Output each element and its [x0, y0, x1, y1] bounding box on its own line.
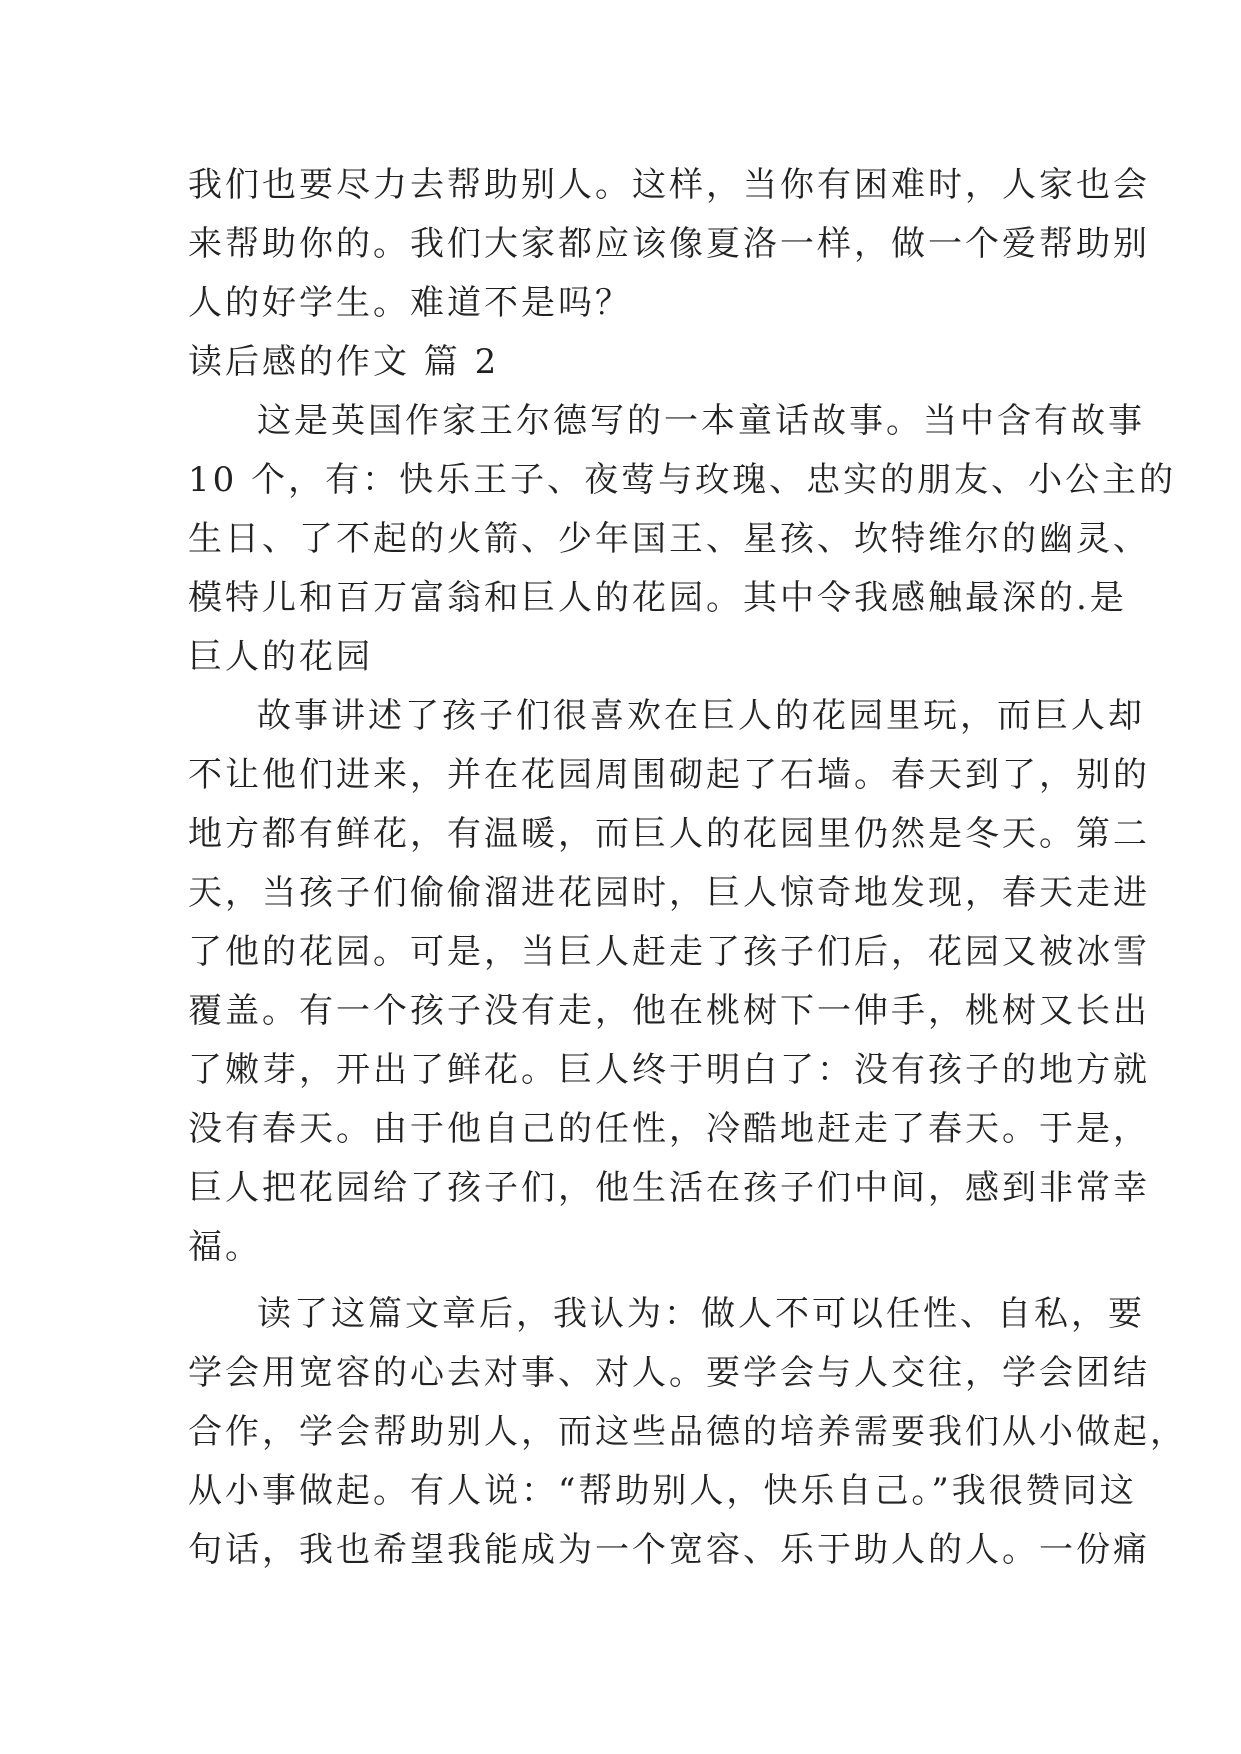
- text-line-13: 天，当孩子们偷偷溜进花园时，巨人惊奇地发现，春天走进: [188, 873, 1150, 913]
- text-line-15: 覆盖。有一个孩子没有走，他在桃树下一伸手，桃树又长出: [188, 991, 1150, 1031]
- text-line-2: 来帮助你的。我们大家都应该像夏洛一样，做一个爱帮助别: [188, 224, 1150, 264]
- text-line-10: 故事讲述了孩子们很喜欢在巨人的花园里玩，而巨人却: [257, 696, 1145, 736]
- text-line-20: 读了这篇文章后，我认为：做人不可以任性、自私，要: [257, 1294, 1145, 1334]
- text-line-7: 生日、了不起的火箭、少年国王、星孩、坎特维尔的幽灵、: [188, 519, 1150, 559]
- text-line-19: 福。: [188, 1227, 262, 1267]
- text-line-18: 巨人把花园给了孩子们，他生活在孩子们中间，感到非常幸: [188, 1168, 1150, 1208]
- text-line-16: 了嫩芽，开出了鲜花。巨人终于明白了：没有孩子的地方就: [188, 1050, 1150, 1090]
- text-line-6: 10 个，有：快乐王子、夜莺与玫瑰、忠实的朋友、小公主的: [188, 460, 1177, 500]
- text-line-22: 合作，学会帮助别人，而这些品德的培养需要我们从小做起，: [188, 1412, 1187, 1452]
- text-line-3: 人的好学生。难道不是吗？: [188, 283, 632, 323]
- text-line-23: 从小事做起。有人说：“帮助别人，快乐自己。”我很赞同这: [188, 1471, 1137, 1511]
- text-line-8: 模特儿和百万富翁和巨人的花园。其中令我感触最深的.是: [188, 578, 1127, 618]
- text-line-12: 地方都有鲜花，有温暖，而巨人的花园里仍然是冬天。第二: [188, 814, 1150, 854]
- text-line-9: 巨人的花园: [188, 637, 373, 677]
- text-line-5: 这是英国作家王尔德写的一本童话故事。当中含有故事: [257, 401, 1145, 441]
- text-line-11: 不让他们进来，并在花园周围砌起了石墙。春天到了，别的: [188, 755, 1150, 795]
- section-heading: 读后感的作文 篇 2: [188, 342, 500, 382]
- text-line-17: 没有春天。由于他自己的任性，冷酷地赶走了春天。于是，: [188, 1109, 1150, 1149]
- text-line-24: 句话，我也希望我能成为一个宽容、乐于助人的人。一份痛: [188, 1530, 1150, 1570]
- text-line-21: 学会用宽容的心去对事、对人。要学会与人交往，学会团结: [188, 1353, 1150, 1393]
- text-line-14: 了他的花园。可是，当巨人赶走了孩子们后，花园又被冰雪: [188, 932, 1150, 972]
- text-line-1: 我们也要尽力去帮助别人。这样，当你有困难时，人家也会: [188, 165, 1150, 205]
